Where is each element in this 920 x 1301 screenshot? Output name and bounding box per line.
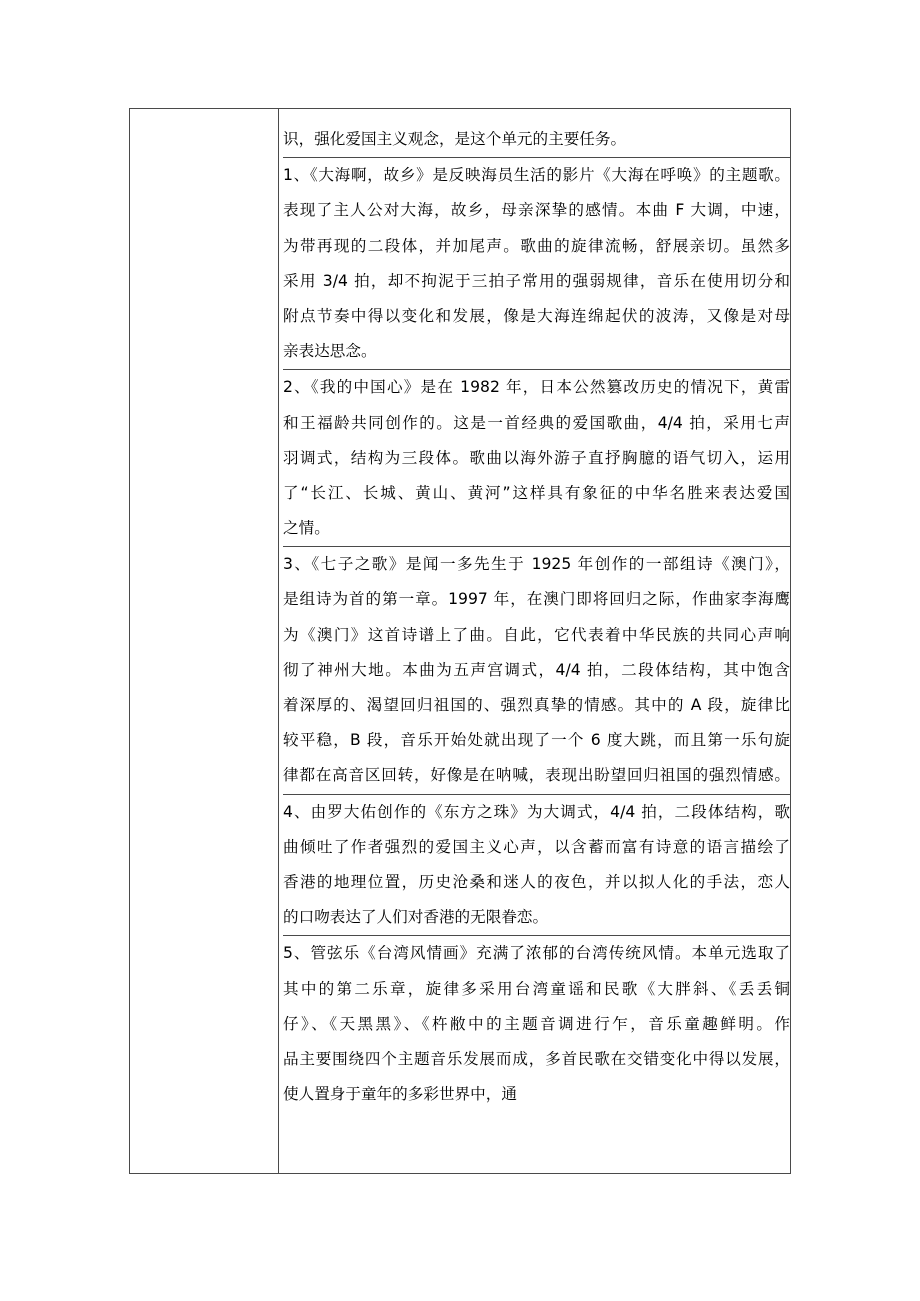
paragraph-line: 了“长江、长城、黄山、黄河”这样具有象征的中华名胜来表达爱国	[283, 483, 790, 502]
paragraph-line: 5、管弦乐《台湾风情画》充满了浓郁的台湾传统风情。本单元选取了	[283, 935, 790, 971]
paragraph-line: 曲倾吐了作者强烈的爱国主义心声，以含蓄而富有诗意的语言描绘了	[283, 837, 790, 856]
paragraph-line: 采用 3/4 拍，却不拘泥于三拍子常用的强弱规律，音乐在使用切分和	[283, 271, 790, 290]
paragraph-line: 1、《大海啊，故乡》是反映海员生活的影片《大海在呼唤》的主题歌。	[283, 157, 790, 193]
paragraph-line: 较平稳，B 段，音乐开始处就出现了一个 6 度大跳，而且第一乐句旋	[283, 731, 790, 750]
table-content-cell	[279, 109, 790, 1173]
paragraph-line: 之情。	[283, 519, 330, 538]
paragraph-line: 着深厚的、渴望回归祖国的、强烈真挚的情感。其中的 A 段，旋律比	[283, 696, 790, 714]
paragraph-line: 附点节奏中得以变化和发展，像是大海连绵起伏的波涛，又像是对母	[283, 306, 790, 325]
paragraph-line: 为带再现的二段体，并加尾声。歌曲的旋律流畅，舒展亲切。虽然多	[283, 236, 790, 255]
paragraph-line: 2、《我的中国心》是在 1982 年，日本公然篡改历史的情况下，黄雷	[283, 369, 790, 405]
document-table	[129, 108, 791, 1174]
paragraph-line: 和王福龄共同创作的。这是一首经典的爱国歌曲，4/4 拍，采用七声	[283, 413, 790, 432]
paragraph-line: 仔》、《天黑黑》、《杵敝中的主题音调进行乍，音乐童趣鲜明。作	[283, 1014, 790, 1033]
paragraph-line: 品主要围绕四个主题音乐发展而成，多首民歌在交错变化中得以发展，	[283, 1049, 790, 1068]
paragraph-line: 4、由罗大佑创作的《东方之珠》为大调式，4/4 拍，二段体结构，歌	[283, 794, 790, 830]
paragraph-line: 使人置身于童年的多彩世界中，通	[283, 1085, 517, 1104]
paragraph-line: 其中的第二乐章，旋律多采用台湾童谣和民歌《大胖斜、《丢丢铜	[283, 979, 790, 998]
table-left-cell	[130, 109, 279, 1173]
paragraph-line: 表现了主人公对大海，故乡，母亲深挚的感情。本曲 F 大调，中速，	[283, 201, 790, 220]
paragraph-line: 香港的地理位置，历史沧桑和迷人的夜色，并以拟人化的手法，恋人	[283, 872, 790, 891]
paragraph-line: 的口吻表达了人们对香港的无限眷恋。	[283, 908, 549, 927]
paragraph-line: 识，强化爱国主义观念，是这个单元的主要任务。	[283, 130, 627, 148]
paragraph-line: 是组诗为首的第一章。1997 年，在澳门即将回归之际，作曲家李海鹰	[283, 590, 790, 609]
paragraph-line: 3、《七子之歌》是闻一多先生于 1925 年创作的一部组诗《澳门》，	[283, 546, 790, 582]
paragraph-line: 律都在高音区回转，好像是在呐喊，表现出盼望回归祖国的强烈情感。	[283, 766, 790, 785]
paragraph-line: 为《澳门》这首诗谱上了曲。自此，它代表着中华民族的共同心声响	[283, 625, 790, 644]
paragraph-line: 彻了神州大地。本曲为五声宫调式，4/4 拍，二段体结构，其中饱含	[283, 660, 790, 679]
paragraph-line: 亲表达思念。	[283, 342, 377, 361]
paragraph-line: 羽调式，结构为三段体。歌曲以海外游子直抒胸臆的语气切入，运用	[283, 448, 790, 467]
